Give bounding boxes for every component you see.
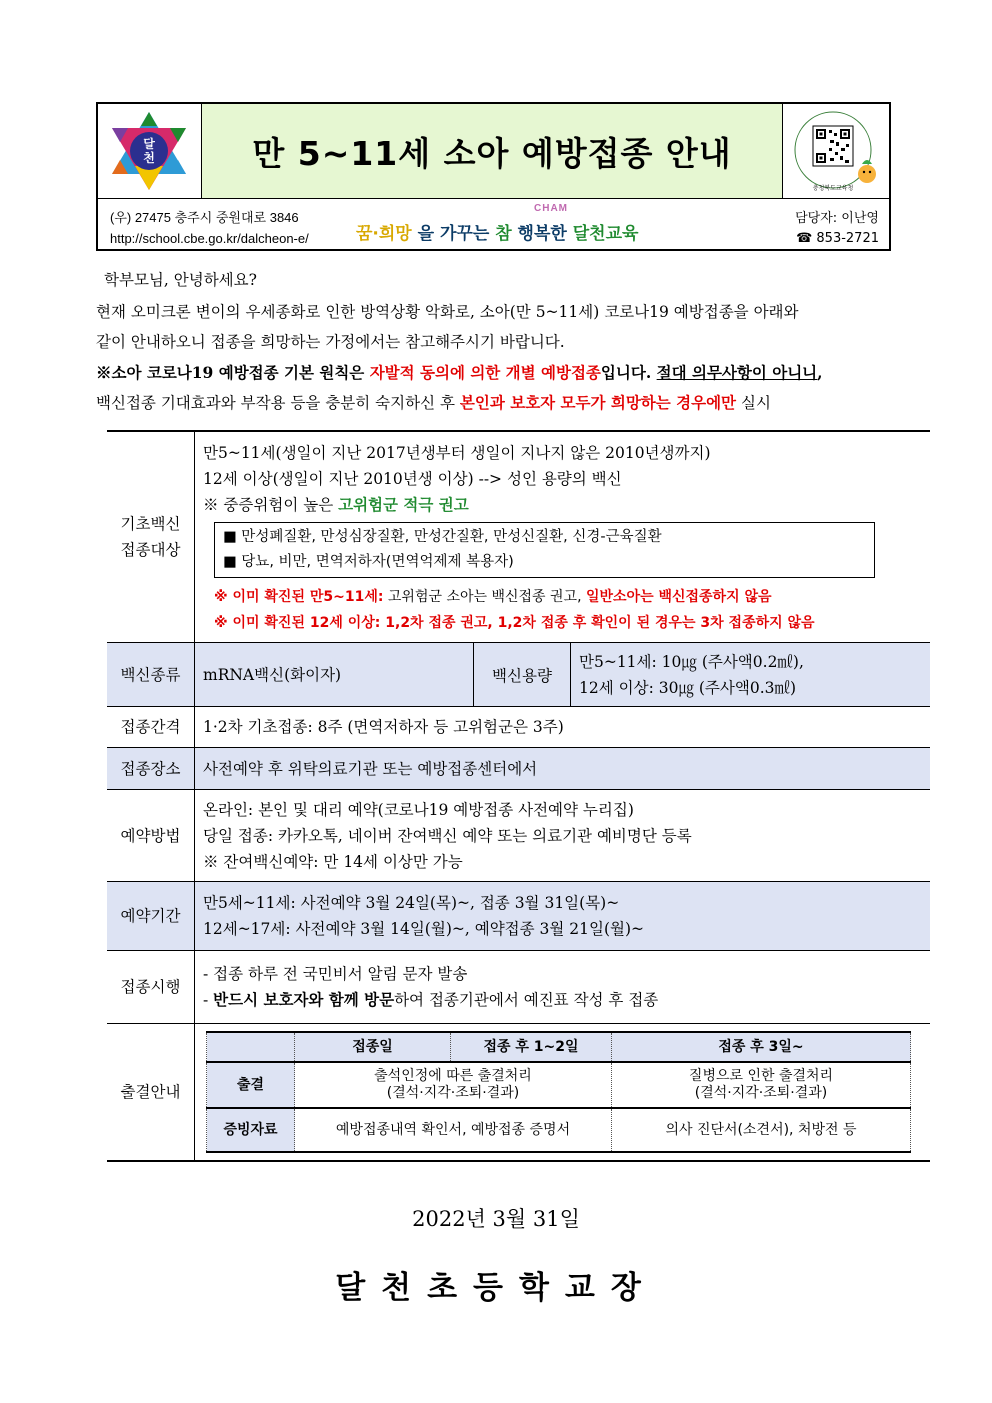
execution-line-2b: 반드시 보호자와 함께 방문 [213,990,395,1009]
target-line-3b: 고위험군 적극 권고 [338,495,469,514]
cell-execution [195,951,931,1024]
row-reserve-method [107,790,930,882]
attendance-head-3: 접종 후 3일~ [612,1032,911,1062]
principle-a: ※소아 코로나19 예방접종 기본 원칙은 [96,363,370,382]
vaccine-type: mRNA백신(화이자) [195,643,474,707]
attendance-recognized-line-1: 출석인정에 따른 출결처리 [374,1068,532,1084]
row-vaccine [107,643,930,707]
qr-code-icon [783,104,889,198]
attendance-illness-line-2: (결석·지각·조퇴·결과) [694,1085,828,1101]
evidence-row [207,1108,911,1152]
evidence-row-label: 증빙자료 [207,1108,295,1152]
reserve-line-2: 당일 접종: 카카오톡, 네이버 잔여백신 예약 또는 의료기관 예비명단 등록 [203,826,692,845]
intro-line-2: 같이 안내하오니 접종을 희망하는 가정에서는 참고해주시기 바랍니다. [96,333,565,351]
target-line-3a: ※ 중증위험이 높은 [203,496,339,514]
cell-reserve-period [195,882,931,951]
intro-line-4 [96,391,946,413]
attendance-illness-line-1: 질병으로 인한 출결처리 [688,1068,834,1084]
high-risk-line-1: ■ 만성폐질환, 만성심장질환, 만성간질환, 만성신질환, 신경-근육질환 [223,529,662,545]
principle-b: 자발적 동의에 의한 개별 예방접종 [369,363,601,382]
note-1b: 고위험군 소아는 백신접종 권고, [383,589,586,605]
execution-line-1: - 접종 하루 전 국민비서 알림 문자 발송 [203,965,468,983]
dose-line-1: 만5~11세: 10㎍ (주사액0.2㎖), [579,652,804,671]
label-dose: 백신용량 [474,643,571,707]
high-risk-box [214,522,875,578]
line4-a: 백신접종 기대효과와 부작용 등을 충분히 숙지하신 후 [96,394,460,412]
note-1c: 일반소아는 백신접종하지 않음 [585,589,772,605]
period-line-2: 12세~17세: 사전예약 3월 14일(월)~, 예약접종 3월 21일(월)~ [203,920,645,938]
label-interval: 접종간격 [107,707,195,748]
execution-line-2c: 하여 접종기관에서 예진표 작성 후 접종 [394,991,659,1009]
note-1 [203,584,930,610]
evidence-vaccination: 예방접종내역 확인서, 예방접종 증명서 [295,1108,612,1152]
target-line-3 [203,492,930,518]
label-place: 접종장소 [107,748,195,790]
interval-value: 1·2차 기초접종: 8주 (면역저하자 등 고위험군은 3주) [195,707,931,748]
attendance-head-day: 접종일 [295,1032,451,1062]
cell-target [195,431,931,643]
slogan-dream: 꿈·희망 [356,224,412,244]
phone-number: ☎ 853-2721 [796,231,879,246]
reserve-line-3: ※ 잔여백신예약: 만 14세 이상만 가능 [203,852,463,871]
high-risk-line-2: ■ 당뇨, 비만, 면역저하자(면역억제제 복용자) [223,554,514,570]
attendance-recognized-line-2: (결석·지각·조퇴·결과) [386,1085,520,1101]
star-logo-icon [98,104,201,198]
school-url[interactable]: http://school.cbe.go.kr/dalcheon-e/ [110,231,309,246]
row-reserve-period [107,882,930,951]
row-attendance [107,1024,930,1162]
school-address: (우) 27475 충주시 중원대로 3846 [110,210,299,225]
qr-area [783,104,889,198]
row-target [107,431,930,643]
execution-line-2a: - [203,991,214,1009]
row-interval [107,707,930,748]
attendance-row [207,1062,911,1108]
logo-text-top: 달 [143,137,155,151]
attendance-illness [612,1062,911,1108]
school-logo [98,104,202,198]
title-banner [202,104,783,198]
row-place [107,748,930,790]
manager-name: 담당자: 이난영 [795,211,879,226]
reserve-line-1: 온라인: 본인 및 대리 예약(코로나19 예방접종 사전예약 누리집) [203,800,634,819]
line4-c: 실시 [736,394,771,412]
dose-line-2: 12세 이상: 30㎍ (주사액0.3㎖) [579,678,797,697]
slogan-text-2: 행복한 [511,224,573,244]
row-execution [107,951,930,1024]
label-vaccine: 백신종류 [107,643,195,707]
attendance-row-label: 출결 [207,1062,295,1108]
slogan-cham-char: 참 [495,224,512,244]
principle-d: 절대 의무사항이 아니니 [656,363,818,382]
intro-line-1: 현재 오미크론 변이의 우세종화로 인한 방역상황 악화로, 소아(만 5~11세) 코로나19 예방접종을 아래와 [96,303,799,321]
principle-line [96,361,946,383]
cell-attendance [195,1024,931,1162]
label-execution: 접종시행 [107,951,195,1024]
slogan-cham: CHAM [534,203,568,214]
place-value: 사전예약 후 위탁의료기관 또는 예방접종센터에서 [195,748,931,790]
cell-reserve-method [195,790,931,882]
attendance-recognized [295,1062,612,1108]
note-2: ※ 이미 확진된 12세 이상: 1,2차 접종 권고, 1,2차 접종 후 확인이 된 경우는 3차 접종하지 않음 [214,615,815,631]
principle-c: 입니다. [600,363,657,382]
period-line-1: 만5세~11세: 사전예약 3월 24일(목)~, 접종 3월 31일(목)~ [203,894,620,912]
qr-caption: 충청북도교육청 [812,185,854,192]
slogan-edu: 달천교육 [572,224,639,244]
letterhead-info [98,199,889,249]
greeting: 학부모님, 안녕하세요? [104,271,257,289]
attendance-corner [207,1032,295,1062]
vaccination-info-table [107,430,930,1162]
line4-b: 본인과 보호자 모두가 희망하는 경우에만 [459,393,737,412]
letterhead [96,102,891,251]
cell-dose [571,643,931,707]
target-line-2: 12세 이상(생일이 지난 2010년생 이상) --> 성인 용량의 백신 [203,470,622,488]
page-title: 만 5~11세 소아 예방접종 안내 [252,133,732,173]
label-target: 기초백신 접종대상 [107,431,195,643]
principal-signature: 달천초등학교장 [335,1270,657,1306]
slogan [356,219,638,244]
letterhead-top [98,104,889,199]
label-reserve-method: 예약방법 [107,790,195,882]
execution-line-2 [203,987,930,1013]
attendance-head-1-2: 접종 후 1~2일 [451,1032,612,1062]
label-attendance: 출결안내 [107,1024,195,1162]
principle-e: , [817,363,823,382]
evidence-doctor: 의사 진단서(소견서), 처방전 등 [612,1108,911,1152]
issue-date: 2022년 3월 31일 [412,1207,580,1231]
label-reserve-period: 예약기간 [107,882,195,951]
logo-text-bottom: 천 [143,151,155,165]
note-1a: ※ 이미 확진된 만5~11세: [214,589,384,605]
target-line-1: 만5~11세(생일이 지난 2017년생부터 생일이 지나지 않은 2010년생까지) [203,444,711,462]
slogan-text-1: 을 가꾸는 [411,224,496,244]
attendance-header-row [207,1032,911,1062]
attendance-table [206,1031,911,1153]
